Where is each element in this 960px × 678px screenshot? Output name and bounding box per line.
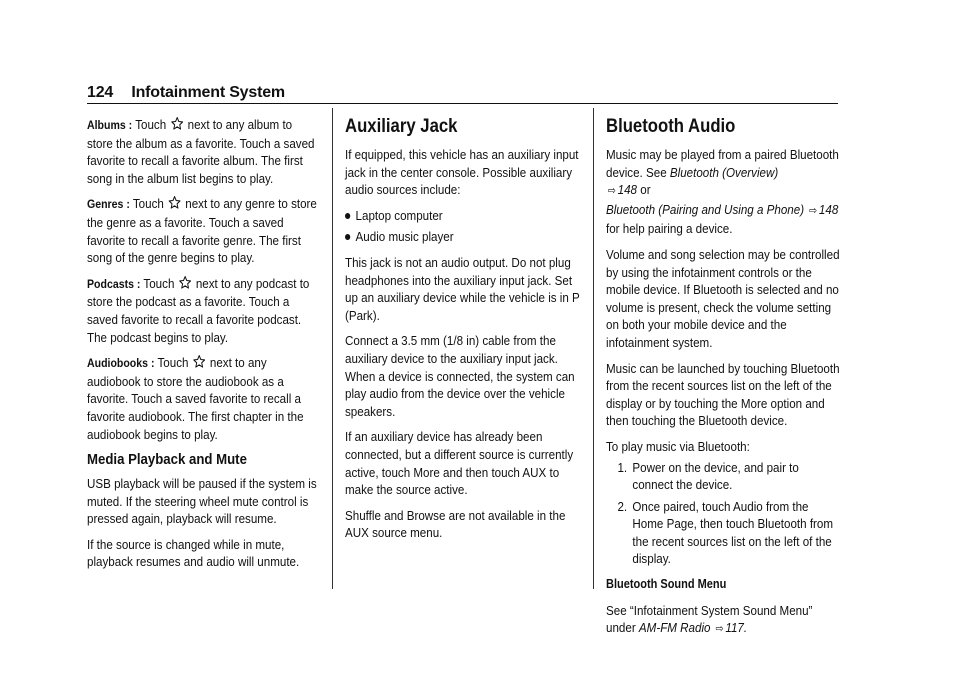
mute-paragraph-1: USB playback will be paused if the system is muted. If the steering wheel mute control is pressed again, playback will resume. xyxy=(87,476,317,527)
star-outline-icon xyxy=(179,275,192,290)
page-ref-3[interactable]: 117. xyxy=(725,620,748,636)
am-fm-radio-link[interactable]: AM-FM Radio xyxy=(638,620,711,636)
podcasts-paragraph xyxy=(87,275,320,346)
audiobooks-paragraph xyxy=(87,354,320,443)
bt-p1-or: or xyxy=(640,182,651,198)
aux-paragraph-3: Connect a 3.5 mm (1/8 in) cable from the auxiliary device to the auxiliary input jack. When a device is connected, the system can play audio from the device over the vehicle speakers. xyxy=(345,333,575,419)
genres-label: Genres : xyxy=(87,197,130,212)
albums-touch: Touch xyxy=(135,117,167,132)
step-text: Once paired, touch Audio from the Home Page, then touch Bluetooth from the recent sources list on the left of the display. xyxy=(632,498,834,567)
bullet-icon xyxy=(345,234,350,240)
aux-paragraph-2: This jack is not an audio output. Do not plug headphones into the auxiliary input jack. Set up an auxiliary device while the vehicle is in P (Park). xyxy=(345,254,580,323)
page-number: 124 xyxy=(87,84,114,101)
bt-p1-text: Music may be played from a paired Bluetooth device. See xyxy=(606,147,839,180)
header-rule xyxy=(87,103,838,104)
page-ref-arrow-icon: ⇨ xyxy=(607,185,616,198)
audiobooks-touch: Touch xyxy=(157,355,189,371)
bullet-text: Laptop computer xyxy=(355,207,443,223)
aux-paragraph-4: If an auxiliary device has already been connected, but a different source is currently active, touch More and then touch AUX to make the source active. xyxy=(345,429,574,498)
bt-paragraph-5 xyxy=(606,602,840,639)
bt-p5-text: See “Infotainment System Sound Menu” under xyxy=(606,602,813,636)
albums-paragraph xyxy=(87,116,320,187)
podcasts-label: Podcasts : xyxy=(87,276,141,291)
bt-overview-link[interactable]: Bluetooth (Overview) xyxy=(669,164,779,180)
genres-touch: Touch xyxy=(132,196,164,212)
section-title: Infotainment System xyxy=(131,84,285,101)
bluetooth-sound-menu-heading: Bluetooth Sound Menu xyxy=(606,577,727,592)
page-ref-2[interactable]: 148 xyxy=(818,201,839,217)
column-1 xyxy=(87,116,320,579)
page-ref-arrow-icon: ⇨ xyxy=(809,204,818,217)
step-number: 2. xyxy=(617,498,628,514)
bt-paragraph-1 xyxy=(606,146,840,238)
audiobooks-text: next to any audiobook to store the audiobook as a favorite. Touch a saved favorite to recall a favorite audiobook. The first chapter in the audiobook begins to play. xyxy=(87,355,304,442)
page-header xyxy=(87,84,285,102)
step-number: 1. xyxy=(617,459,628,475)
aux-paragraph-5: Shuffle and Browse are not available in the AUX source menu. xyxy=(345,507,566,541)
genres-text: next to any genre to store the genre as a favorite. Touch a saved favorite to recall a favorite genre. The first song of the genre begins to play. xyxy=(87,196,317,266)
bt-paragraph-2: Volume and song selection may be controlled by using the infotainment controls or the mobile device. If Bluetooth is selected and no volume is present, check the volume setting on both your mobile device and the infotainment system. xyxy=(606,246,840,350)
bt-paragraph-3: Music can be launched by touching Bluetooth from the recent sources list on the left of the display or by touching the More option and then touching the Bluetooth device. xyxy=(606,360,840,429)
column-2 xyxy=(345,116,583,550)
column-3 xyxy=(606,116,840,647)
bullet-text: Audio music player xyxy=(355,229,454,245)
step-item xyxy=(606,459,840,494)
bt-p1-end: for help pairing a device. xyxy=(606,221,733,237)
albums-text: next to any album to store the album as a favorite. Touch a saved favorite to recall a favorite album. The first song in the album list begins to play. xyxy=(87,117,315,186)
genres-paragraph xyxy=(87,195,320,266)
step-text: Power on the device, and pair to connect the device. xyxy=(632,459,799,493)
step-item xyxy=(606,498,840,568)
bullet-item xyxy=(345,228,583,246)
mute-paragraph-2: If the source is changed while in mute, playback resumes and audio will unmute. xyxy=(87,536,300,570)
star-outline-icon xyxy=(168,195,181,210)
podcasts-touch: Touch xyxy=(143,275,175,291)
bullet-icon xyxy=(345,213,350,219)
bluetooth-audio-heading: Bluetooth Audio xyxy=(606,116,736,137)
podcasts-text: next to any podcast to store the podcast as a favorite. Touch a saved favorite to recall a favorite podcast. The podcast begins to play. xyxy=(87,275,310,345)
column-divider-2 xyxy=(593,108,594,589)
page-ref-arrow-icon: ⇨ xyxy=(715,623,724,636)
audiobooks-label: Audiobooks : xyxy=(87,356,155,371)
page-ref-1[interactable]: 148 xyxy=(617,182,638,198)
auxiliary-jack-heading: Auxiliary Jack xyxy=(345,116,458,137)
media-playback-heading: Media Playback and Mute xyxy=(87,451,247,469)
column-divider-1 xyxy=(332,108,333,589)
bullet-item xyxy=(345,207,583,225)
bt-pairing-link[interactable]: Bluetooth (Pairing and Using a Phone) xyxy=(606,201,805,217)
star-outline-icon xyxy=(193,354,206,369)
albums-label: Albums : xyxy=(87,118,133,132)
aux-paragraph-1: If equipped, this vehicle has an auxiliary input jack in the center console. Possible auxiliary audio sources include: xyxy=(345,147,579,198)
star-outline-icon xyxy=(170,116,183,131)
bt-paragraph-4: To play music via Bluetooth: xyxy=(606,438,750,454)
